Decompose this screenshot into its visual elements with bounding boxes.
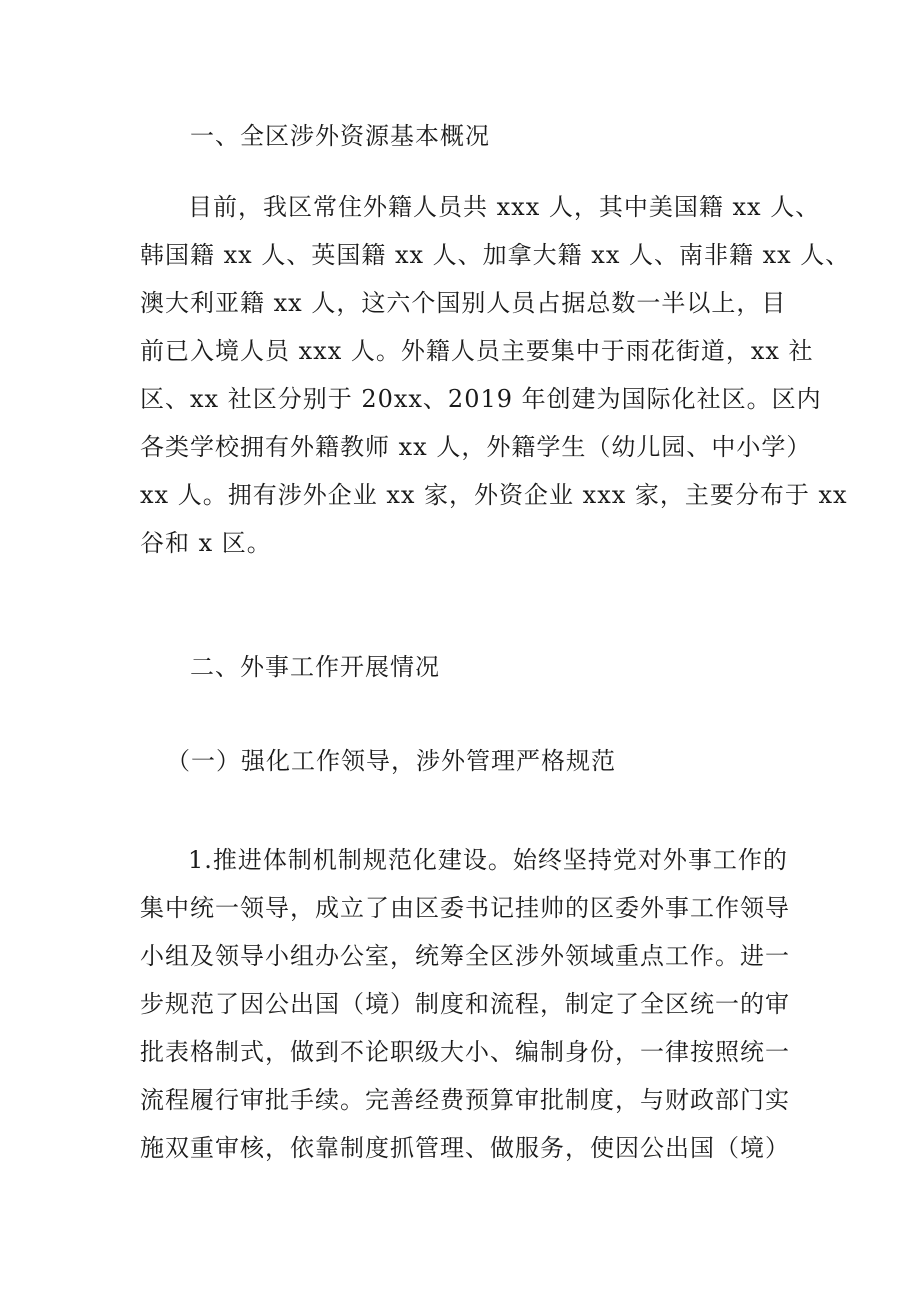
paragraph-line: 步规范了因公出国（境）制度和流程，制定了全区统一的审 bbox=[140, 990, 790, 1018]
paragraph-line: 集中统一领导，成立了由区委书记挂帅的区委外事工作领导 bbox=[140, 894, 790, 922]
paragraph-line: 区、xx 社区分别于 20xx、2019 年创建为国际化社区。区内 bbox=[140, 385, 822, 413]
paragraph-line: 各类学校拥有外籍教师 xx 人，外籍学生（幼儿园、中小学） bbox=[140, 433, 812, 461]
paragraph-line: 澳大利亚籍 xx 人，这六个国别人员占据总数一半以上，目 bbox=[140, 289, 787, 317]
paragraph-line: 小组及领导小组办公室，统筹全区涉外领域重点工作。进一 bbox=[140, 942, 790, 970]
paragraph-line: 批表格制式，做到不论职级大小、编制身份，一律按照统一 bbox=[140, 1038, 790, 1066]
subsection-heading-1: （一）强化工作领导，涉外管理严格规范 bbox=[166, 747, 616, 775]
paragraph-line: 谷和 x 区。 bbox=[140, 529, 272, 557]
paragraph-line: 流程履行审批手续。完善经费预算审批制度，与财政部门实 bbox=[140, 1086, 790, 1114]
paragraph-line: 韩国籍 xx 人、英国籍 xx 人、加拿大籍 xx 人、南非籍 xx 人、 bbox=[140, 241, 851, 269]
paragraph-line: 目前，我区常住外籍人员共 xxx 人，其中美国籍 xx 人、 bbox=[188, 193, 821, 221]
paragraph-line: 前已入境人员 xxx 人。外籍人员主要集中于雨花街道，xx 社 bbox=[140, 337, 814, 365]
section-heading-1: 一、全区涉外资源基本概况 bbox=[190, 122, 490, 150]
paragraph-line: 施双重审核，依靠制度抓管理、做服务，使因公出国（境） bbox=[140, 1134, 790, 1162]
section-heading-2: 二、外事工作开展情况 bbox=[190, 653, 440, 681]
paragraph-line: 1.推进体制机制规范化建设。始终坚持党对外事工作的 bbox=[188, 846, 788, 874]
paragraph-line: xx 人。拥有涉外企业 xx 家，外资企业 xxx 家，主要分布于 xx bbox=[140, 481, 848, 509]
